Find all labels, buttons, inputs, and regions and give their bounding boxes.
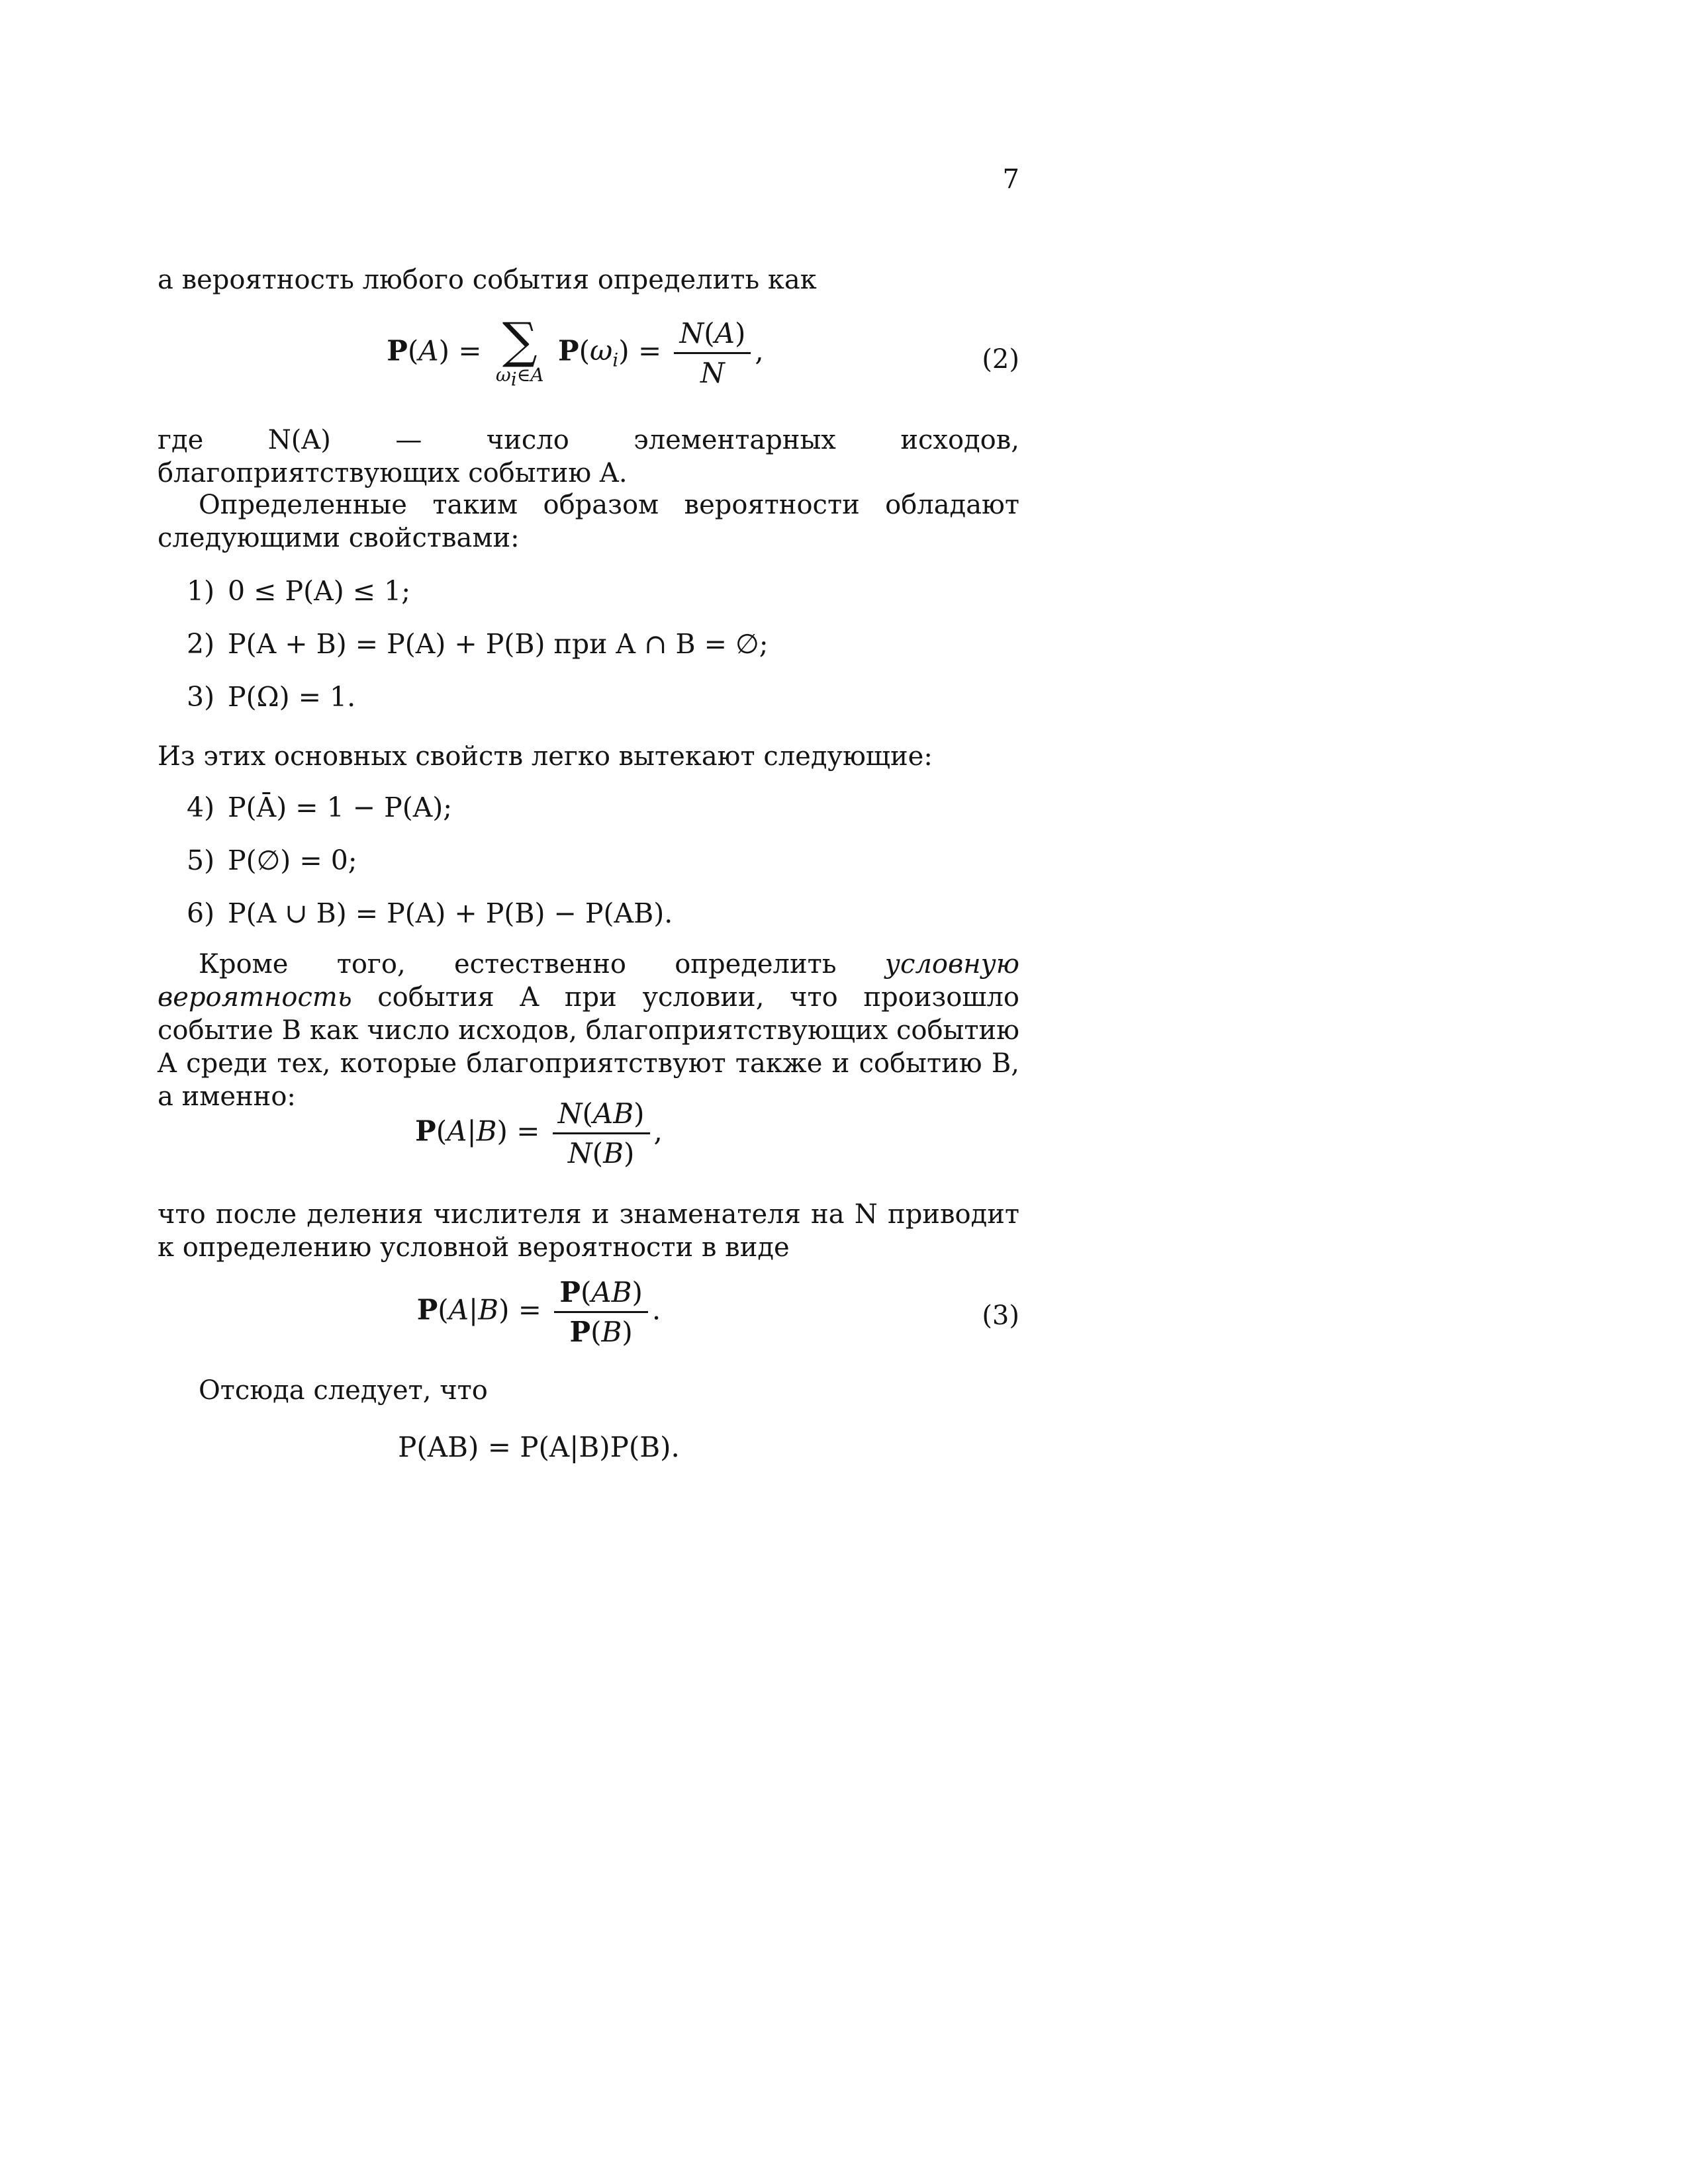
equation-2: P(A) = ∑ $\omega_i\in A$ $P(\omega_i)$ = $\frac{N(A)}{N}$ , (2) [387,312,1019,390]
hence-text: Отсюда следует, что [199,1375,488,1406]
division-text: что после деления числителя и знаменателя на N приводит к определению условной вероятности в виде [158,1199,1019,1263]
list-item: 3) P(Ω) = 1. [187,681,356,713]
properties-list [187,574,1014,733]
properties-intro: Определенные таким образом вероятности обладают следующими свойствами: [158,490,1019,553]
where-text: где N(A) — число элементарных исходов, благоприятствующих событию A. [158,425,1019,488]
equation-3: P(A|B) = $\frac{P(AB)}{P(B)}$ . (3) [416,1276,1019,1348]
sum-symbol: ∑ $\omega_i\in A$ [495,312,544,390]
conditional-paragraph: Кроме того, естественно определить условную вероятность события A при условии, что произошло событие B как число исходов, благоприятствующих событию A среди тех, которые благоприятствуют также и событию B, а именно: [158,949,1019,1112]
list-item: 4) P(Ā) = 1 − P(A); [187,792,453,823]
derived-intro: Из этих основных свойств легко вытекают следующие: [158,741,933,772]
list-item: 5) P(∅) = 0; [187,844,357,876]
equation-number-3: (3) [982,1300,1019,1331]
intro-text: а вероятность любого события определить как [158,265,817,295]
equation-number-2: (2) [982,344,1019,375]
list-item: 6) P(A ∪ B) = P(A) + P(B) − P(AB). [187,897,673,929]
derived-list [187,791,1014,950]
equation-conditional-count: P(A|B) = $\frac{N(AB)}{N(B)}$ , [415,1097,663,1169]
list-item: 1) 0 ≤ P(A) ≤ 1; [187,575,411,607]
list-item: 2) P(A + B) = P(A) + P(B) при A ∩ B = ∅; [187,628,769,660]
page-number: 7 [1002,164,1019,195]
emphasis-conditional-probability: условную вероятность [158,949,1019,1013]
fraction-na-n: $\frac{N(A)}{N}$ [674,317,751,389]
final-equation: P(AB) = P(A|B)P(B). [398,1430,680,1463]
